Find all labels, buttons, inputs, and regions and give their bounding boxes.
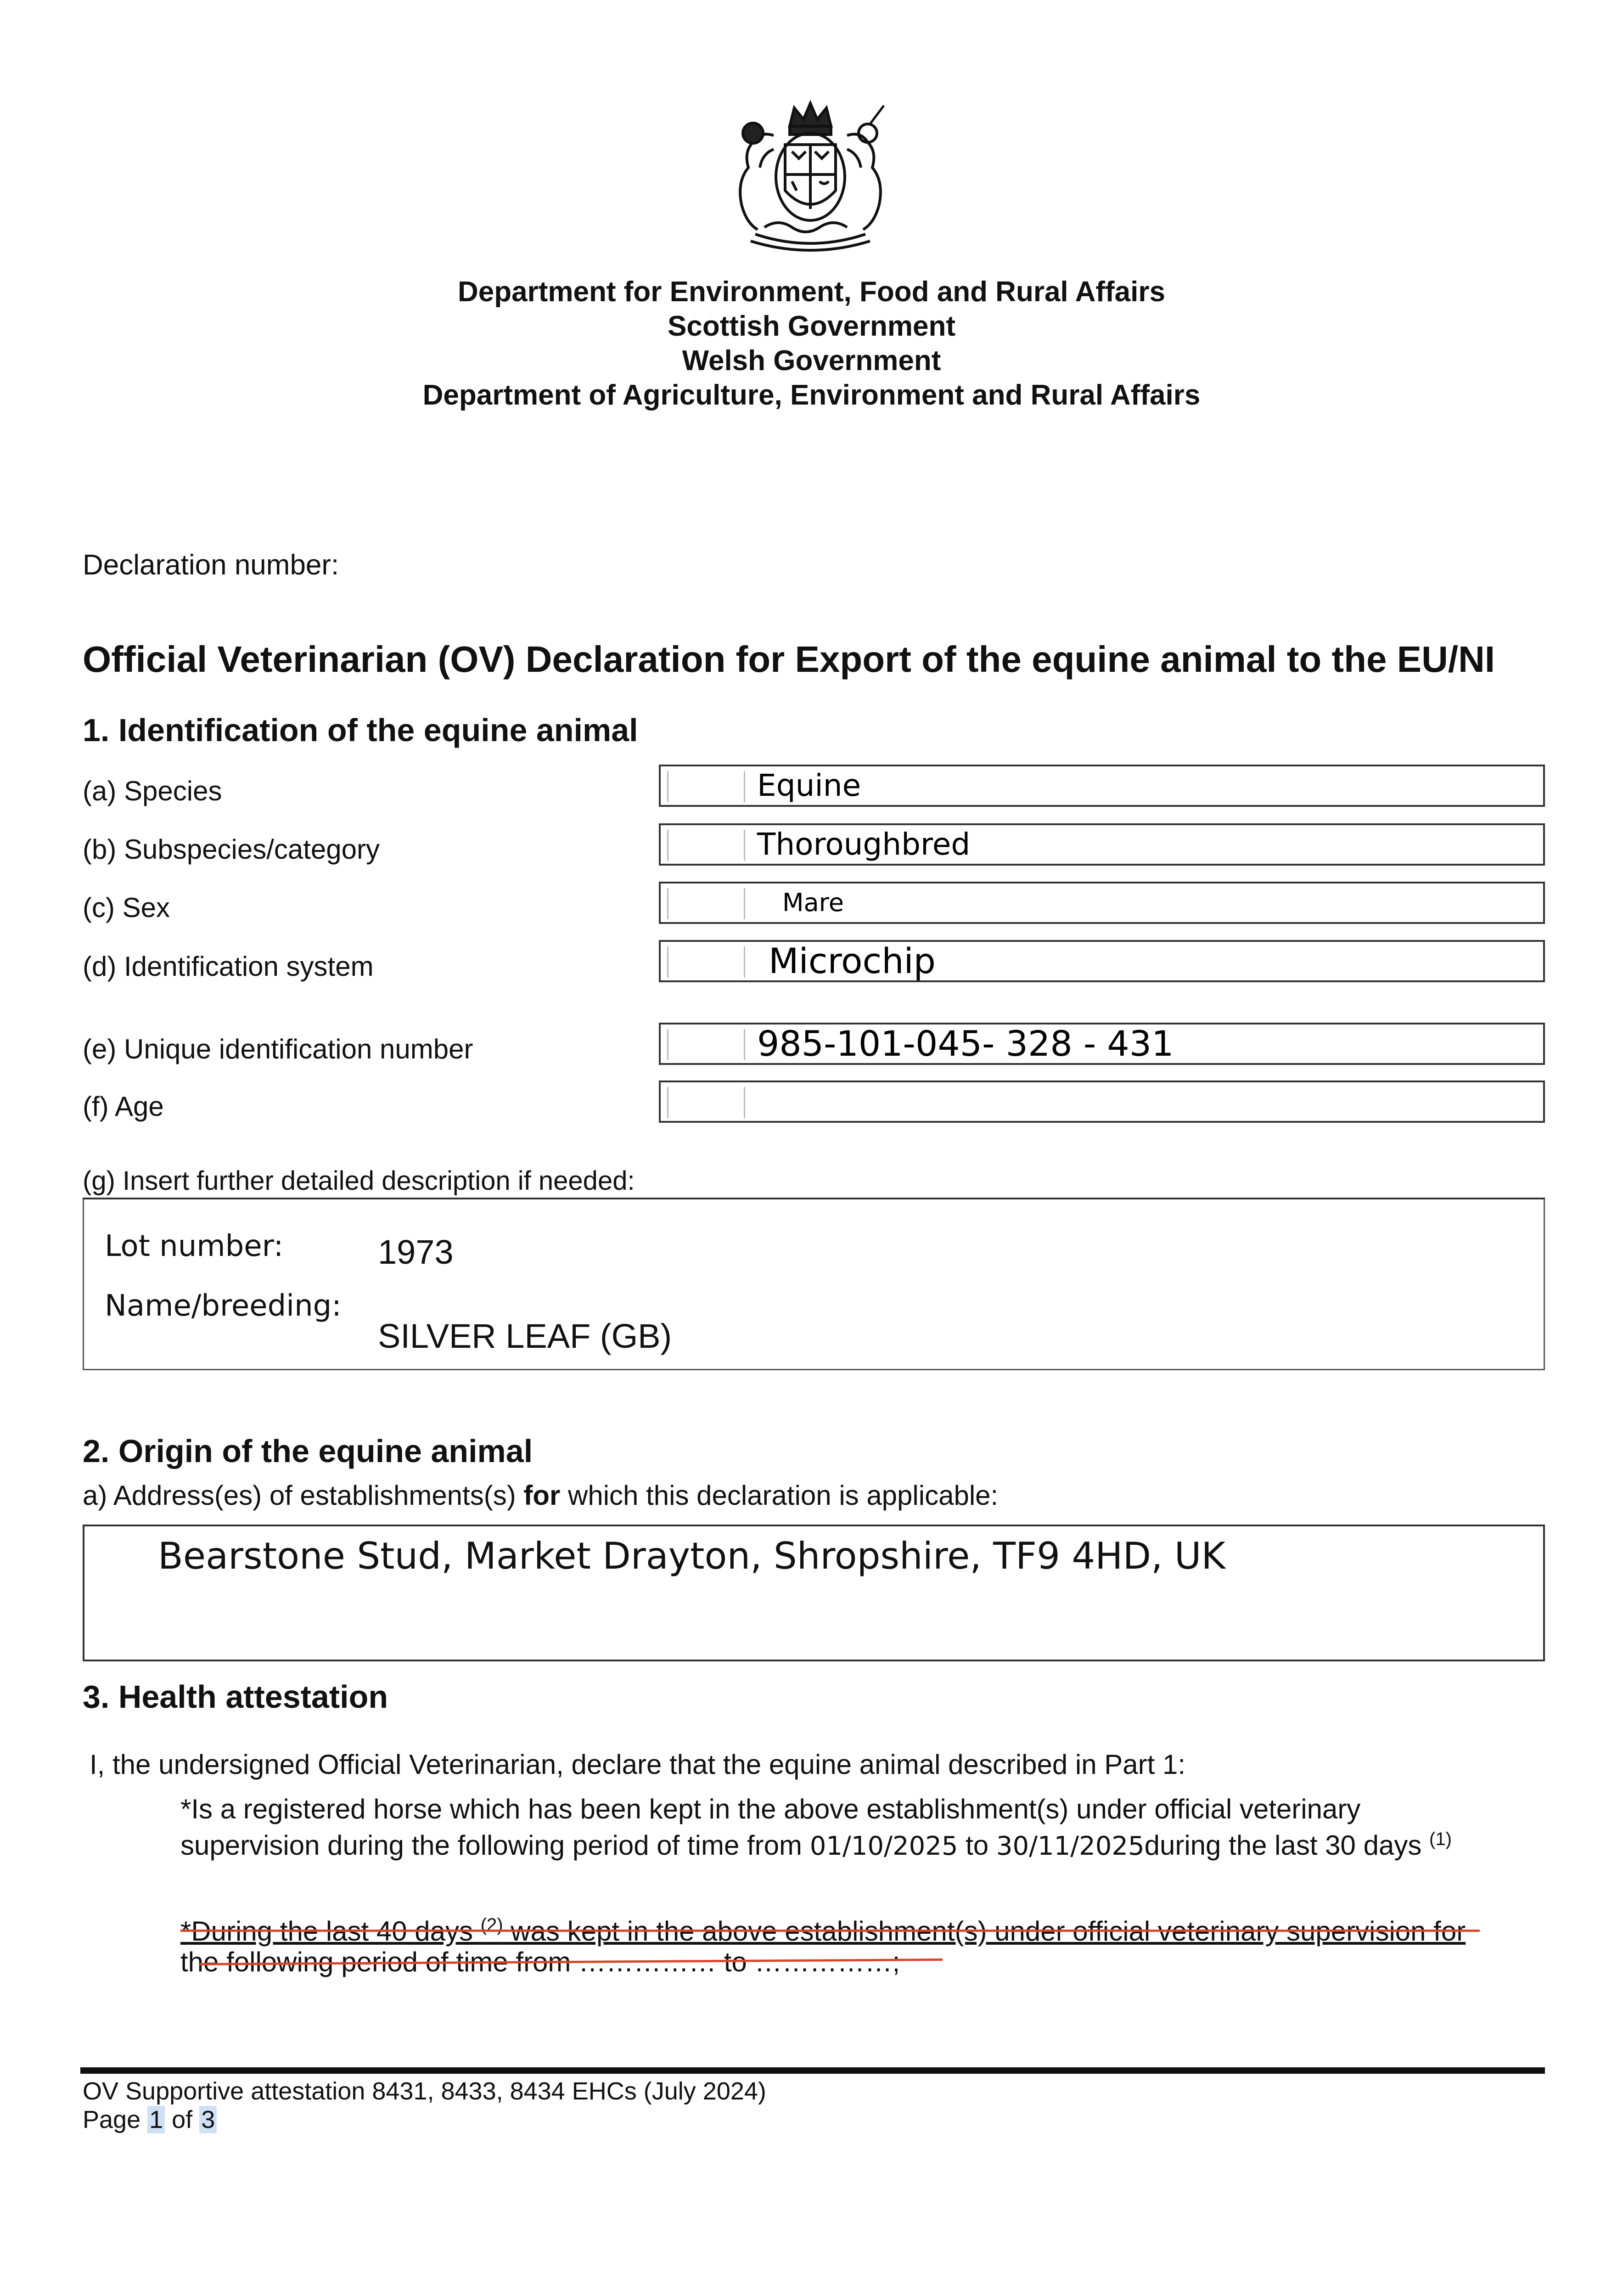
address-label bbox=[83, 1480, 998, 1511]
further-description-box[interactable] bbox=[83, 1199, 1545, 1370]
species-field[interactable] bbox=[659, 765, 1545, 807]
further-description-label: (g) Insert further detailed description if needed: bbox=[83, 1166, 635, 1196]
attestation-intro: I, the undersigned Official Veterinarian, declare that the equine animal described in Part 1: bbox=[90, 1749, 1186, 1780]
page-title: Official Veterinarian (OV) Declaration for Export of the equine animal to the EU/NI bbox=[83, 639, 1495, 680]
address-label-bold: for bbox=[523, 1480, 561, 1511]
sex-label: (c) Sex bbox=[83, 892, 170, 923]
field-checkbox[interactable] bbox=[667, 888, 745, 919]
department-name: Department for Environment, Food and Rural Affairs bbox=[458, 276, 1165, 308]
para-text: supervision during the following period of time from bbox=[180, 1830, 810, 1861]
attestation-para1-line2 bbox=[180, 1829, 1452, 1861]
department-name: Scottish Government bbox=[668, 310, 955, 342]
department-name: Department of Agriculture, Environment and Rural Affairs bbox=[422, 379, 1201, 411]
identification-system-label: (d) Identification system bbox=[83, 951, 374, 982]
section-2-heading: 2. Origin of the equine animal bbox=[83, 1433, 533, 1469]
name-breeding-label: Name/breeding: bbox=[105, 1289, 342, 1323]
name-breeding-value: SILVER LEAF (GB) bbox=[378, 1317, 672, 1355]
footnote-2: (2) bbox=[480, 1915, 503, 1935]
identification-system-value: Microchip bbox=[769, 940, 936, 981]
para-text: was kept in the above establishment(s) under official veterinary supervision for bbox=[503, 1916, 1466, 1947]
footer-divider bbox=[80, 2067, 1545, 2074]
date-from-value: 01/10/2025 bbox=[809, 1831, 958, 1861]
field-checkbox[interactable] bbox=[667, 771, 745, 802]
para-text: to bbox=[958, 1830, 996, 1861]
para-text: *During the last 40 days bbox=[180, 1916, 481, 1947]
subspecies-label: (b) Subspecies/category bbox=[83, 834, 380, 865]
declaration-number-label: Declaration number: bbox=[83, 549, 339, 581]
page-label: Page bbox=[83, 2106, 148, 2133]
issuing-departments bbox=[0, 275, 1623, 412]
address-label-text: a) Address(es) of establishments(s) bbox=[83, 1480, 524, 1511]
field-checkbox[interactable] bbox=[667, 1029, 745, 1060]
page-current: 1 bbox=[147, 2106, 165, 2133]
field-checkbox[interactable] bbox=[667, 830, 745, 861]
sex-field[interactable] bbox=[659, 882, 1545, 924]
page-total: 3 bbox=[199, 2106, 217, 2133]
page-indicator bbox=[83, 2105, 217, 2134]
section-3-heading: 3. Health attestation bbox=[83, 1679, 388, 1715]
section-1-heading: 1. Identification of the equine animal bbox=[83, 712, 638, 748]
field-checkbox[interactable] bbox=[667, 946, 745, 978]
lot-number-label: Lot number: bbox=[105, 1229, 284, 1263]
attestation-para2-line2: the following period of time from …………… to ……………; bbox=[180, 1947, 900, 1977]
unique-id-value: 985-101-045- 328 - 431 bbox=[757, 1023, 1174, 1064]
footer-attestation-ref: OV Supportive attestation 8431, 8433, 8434 EHCs (July 2024) bbox=[83, 2077, 766, 2105]
field-checkbox[interactable] bbox=[667, 1087, 745, 1118]
species-label: (a) Species bbox=[83, 776, 222, 806]
lot-number-value: 1973 bbox=[378, 1233, 454, 1271]
royal-coat-of-arms-icon bbox=[709, 94, 911, 269]
unique-id-label: (e) Unique identification number bbox=[83, 1034, 473, 1064]
age-label: (f) Age bbox=[83, 1091, 164, 1122]
strikethrough-line bbox=[180, 1930, 1480, 1932]
subspecies-field[interactable] bbox=[659, 823, 1545, 866]
department-name: Welsh Government bbox=[682, 345, 941, 377]
identification-system-field[interactable] bbox=[659, 940, 1545, 982]
footnote-1: (1) bbox=[1429, 1829, 1452, 1849]
age-field[interactable] bbox=[659, 1080, 1545, 1123]
establishment-address-value: Bearstone Stud, Market Drayton, Shropshire, TF9 4HD, UK bbox=[158, 1535, 1225, 1577]
para-text: during the last 30 days bbox=[1144, 1830, 1429, 1861]
address-label-text: which this declaration is applicable: bbox=[560, 1480, 999, 1511]
establishment-address-field[interactable] bbox=[83, 1525, 1545, 1661]
species-value: Equine bbox=[757, 768, 861, 803]
unique-id-field[interactable] bbox=[659, 1023, 1545, 1065]
subspecies-value: Thoroughbred bbox=[757, 827, 971, 862]
date-to-value: 30/11/2025 bbox=[996, 1831, 1145, 1861]
attestation-para1-line1: *Is a registered horse which has been kept in the above establishment(s) under official veterinary bbox=[180, 1794, 1361, 1824]
page-of: of bbox=[165, 2106, 200, 2133]
sex-value: Mare bbox=[782, 888, 844, 917]
